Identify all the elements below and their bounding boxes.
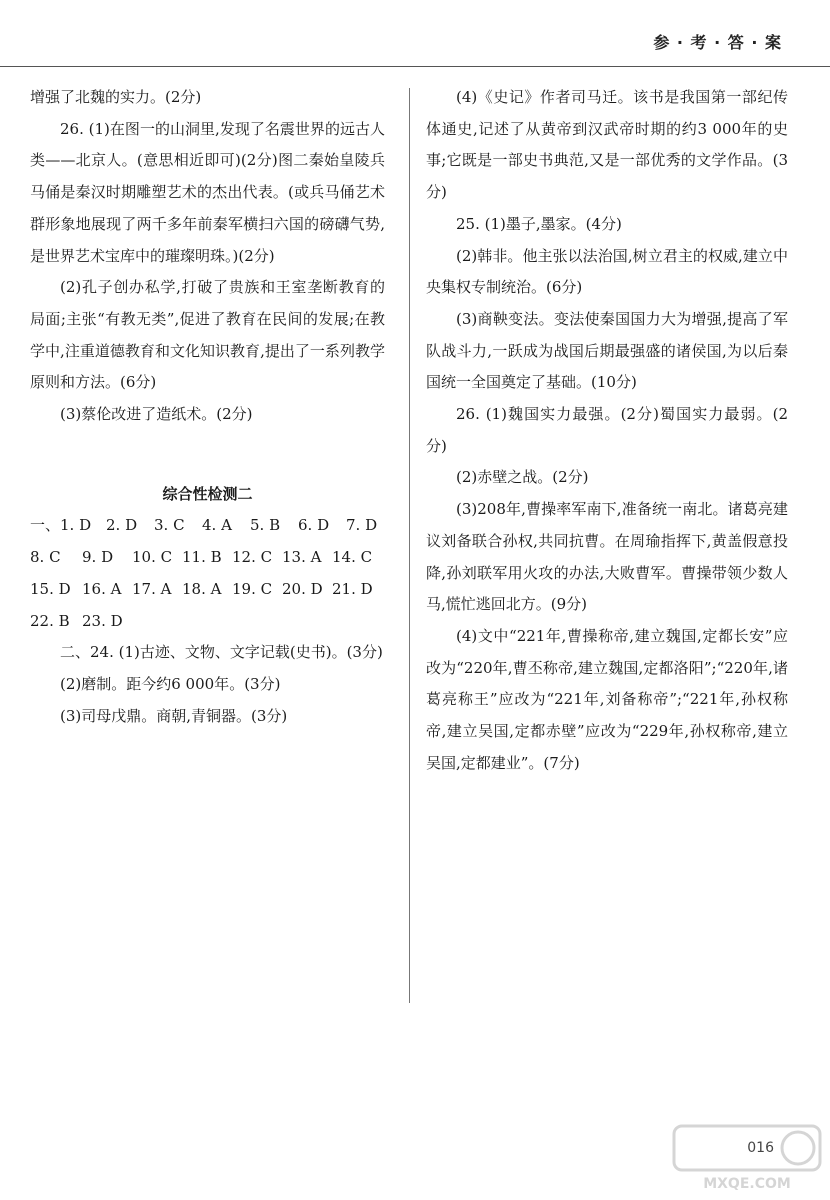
- mc-row: [30, 606, 385, 638]
- mc-answer: 19. C: [232, 579, 273, 598]
- header-rule: [0, 66, 830, 67]
- answer-paragraph: 二、24. (1)古迹、文物、文字记载(史书)。(3分): [60, 643, 383, 662]
- mc-answer: 16. A: [82, 579, 122, 598]
- mc-answer: 12. C: [232, 548, 273, 567]
- answer-paragraph: 25. (1)墨子,墨家。(4分): [456, 214, 622, 233]
- mc-answer: 11. B: [182, 548, 222, 567]
- right-column: [426, 82, 788, 779]
- mc-answer: 15. D: [30, 579, 71, 598]
- mc-answer: 14. C: [332, 548, 373, 567]
- answer-paragraph: (3)蔡伦改进了造纸术。(2分): [60, 405, 253, 424]
- answer-paragraph: (3)司母戊鼎。商朝,青铜器。(3分): [60, 706, 288, 725]
- answer-paragraph: (2)赤壁之战。(2分): [456, 468, 589, 487]
- mc-answer: 2. D: [106, 516, 138, 535]
- mc-answer: 18. A: [182, 579, 222, 598]
- mc-answer: 23. D: [82, 611, 123, 630]
- mc-answer: 4. A: [202, 516, 232, 535]
- left-column: [30, 82, 385, 732]
- answer-paragraph: (3)208年,曹操率军南下,准备统一南北。诸葛亮建议刘备联合孙权,共同抗曹。在周瑜指挥下,黄盖假意投降,孙刘联军用火攻的办法,大败曹军。曹操带领少数人马,慌忙逃回北方。(9分): [426, 500, 788, 614]
- answer-paragraph: (4)《史记》作者司马迁。该书是我国第一部纪传体通史,记述了从黄帝到汉武帝时期的约3 000年的史事;它既是一部史书典范,又是一部优秀的文学作品。(3分): [426, 88, 788, 202]
- mc-answer: 9. D: [82, 548, 114, 567]
- answer-paragraph: 26. (1)在图一的山洞里,发现了名震世界的远古人类——北京人。(意思相近即可)(2分)图二秦始皇陵兵马俑是秦汉时期雕塑艺术的杰出代表。(或兵马俑艺术群形象地展现了两千多年前秦军横扫六国的磅礴气势,是世界艺术宝库中的璀璨明珠。)(2分): [30, 119, 385, 265]
- mc-answer: 22. B: [30, 611, 70, 630]
- mc-row: [30, 542, 385, 574]
- mc-answer: 一、1. D: [30, 516, 92, 535]
- section-title: 综合性检测二: [162, 484, 253, 503]
- column-divider: [409, 88, 410, 1003]
- answer-paragraph: 26. (1)魏国实力最强。(2分)蜀国实力最弱。(2分): [426, 405, 788, 455]
- mc-answer: 8. C: [30, 548, 61, 567]
- mc-answer: 5. B: [250, 516, 281, 535]
- mc-answer: 6. D: [298, 516, 330, 535]
- answer-paragraph: (3)商鞅变法。变法使秦国国力大为增强,提高了军队战斗力,一跃成为战国后期最强盛的诸侯国,为以后秦国统一全国奠定了基础。(10分): [426, 309, 788, 392]
- mc-answer: 10. C: [132, 548, 173, 567]
- answer-paragraph: (4)文中“221年,曹操称帝,建立魏国,定都长安”应改为“220年,曹丕称帝,建立魏国,定都洛阳”;“220年,诸葛亮称王”应改为“221年,刘备称帝”;“221年,孙权称帝,建立吴国,定都赤壁”应改为“229年,孙权称帝,建立吴国,定都建业”。(7分): [426, 626, 788, 772]
- answer-paragraph: (2)孔子创办私学,打破了贵族和王室垄断教育的局面;主张“有教无类”,促进了教育在民间的发展;在教学中,注重道德教育和文化知识教育,提出了一系列教学原则和方法。(6分): [30, 278, 385, 392]
- answer-paragraph: 增强了北魏的实力。(2分): [30, 88, 202, 106]
- mc-answer: 13. A: [282, 548, 322, 567]
- mc-answer: 7. D: [346, 516, 378, 535]
- mc-answer: 21. D: [332, 579, 373, 598]
- watermark-text: MXQE.COM: [703, 1176, 791, 1192]
- answer-paragraph: (2)韩非。他主张以法治国,树立君主的权威,建立中央集权专制统治。(6分): [426, 246, 788, 297]
- mc-row: [30, 574, 385, 606]
- page-header-title: 参 · 考 · 答 · 案: [653, 33, 782, 52]
- mc-answer: 17. A: [132, 579, 172, 598]
- answer-paragraph: (2)磨制。距今约6 000年。(3分): [60, 674, 281, 693]
- multiple-choice-answers: [30, 510, 385, 637]
- page-number: 016: [747, 1140, 774, 1156]
- watermark-logo-icon: [672, 1124, 822, 1194]
- mc-row: [30, 510, 385, 542]
- mc-answer: 20. D: [282, 579, 323, 598]
- mc-answer: 3. C: [154, 516, 185, 535]
